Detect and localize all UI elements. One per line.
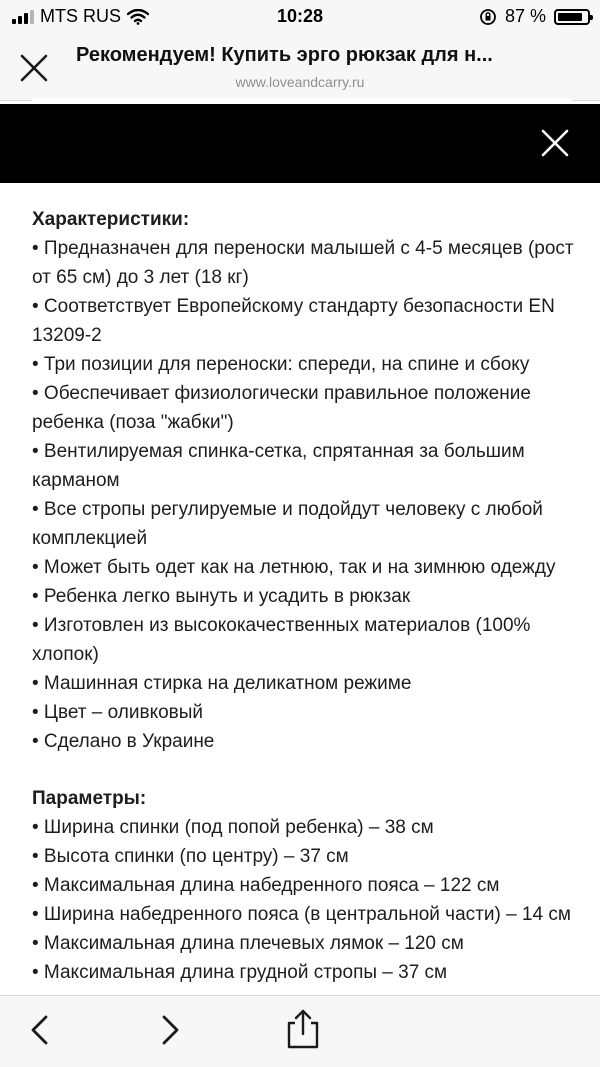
list-item: • Соответствует Европейскому стандарту безопасности EN 13209-2 xyxy=(32,296,555,346)
orientation-lock-icon xyxy=(479,8,497,26)
list-item: • Цвет – оливковый xyxy=(32,702,204,723)
popup-banner xyxy=(0,104,600,183)
list-item: • Предназначен для переноски малышей с 4-5 месяцев (рост от 65 см) до 3 лет (18 кг) xyxy=(32,238,574,288)
list-item: • Ширина спинки (под попой ребенка) – 38 см xyxy=(32,817,434,838)
list-item: • Изготовлен из высококачественных материалов (100% хлопок) xyxy=(32,615,531,665)
page-title: Рекомендуем! Купить эрго рюкзак для н... xyxy=(76,44,493,66)
list-item: • Может быть одет как на летнюю, так и на зимнюю одежду xyxy=(32,557,556,578)
characteristics-heading: Характеристики: xyxy=(32,209,190,230)
close-icon[interactable] xyxy=(540,128,570,158)
list-item: • Максимальная длина плечевых лямок – 120 см xyxy=(32,933,464,954)
status-right xyxy=(479,6,590,27)
chevron-right-icon[interactable] xyxy=(152,1012,188,1048)
clock: 10:28 xyxy=(276,6,324,26)
list-item: • Высота спинки (по центру) – 37 см xyxy=(32,846,349,867)
battery-percent: 87 % xyxy=(504,6,546,26)
list-item: • Вентилируемая спинка-сетка, спрятанная за большим карманом xyxy=(32,441,525,491)
nav-bar xyxy=(0,34,600,101)
status-bar xyxy=(0,0,600,34)
parameters-heading: Параметры: xyxy=(32,788,147,809)
chevron-left-icon[interactable] xyxy=(22,1012,58,1048)
list-item: • Машинная стирка на деликатном режиме xyxy=(32,673,412,694)
close-icon[interactable] xyxy=(14,48,54,88)
list-item: • Все стропы регулируемые и подойдут человеку с любой комплекцией xyxy=(32,499,543,549)
list-item: • Ребенка легко вынуть и усадить в рюкзак xyxy=(32,586,411,607)
carrier-name: MTS RUS xyxy=(40,6,121,26)
list-item: • Обеспечивает физиологически правильное положение ребенка (поза "жабки") xyxy=(32,383,531,433)
list-item: • Ширина набедренного пояса (в центральной части) – 14 см xyxy=(32,904,571,925)
page-url[interactable]: www.loveandcarry.ru xyxy=(235,74,365,90)
list-item: • Максимальная длина грудной стропы – 37 см xyxy=(32,962,448,983)
section-gap xyxy=(32,756,580,784)
list-item: • Сделано в Украине xyxy=(32,731,215,752)
bottom-toolbar xyxy=(0,995,600,1067)
list-item: • Максимальная длина набедренного пояса – 122 см xyxy=(32,875,500,896)
battery-icon xyxy=(554,9,590,25)
product-description xyxy=(32,205,580,995)
share-icon[interactable] xyxy=(284,1008,322,1050)
list-item: • Три позиции для переноски: спереди, на спине и сбоку xyxy=(32,354,530,375)
